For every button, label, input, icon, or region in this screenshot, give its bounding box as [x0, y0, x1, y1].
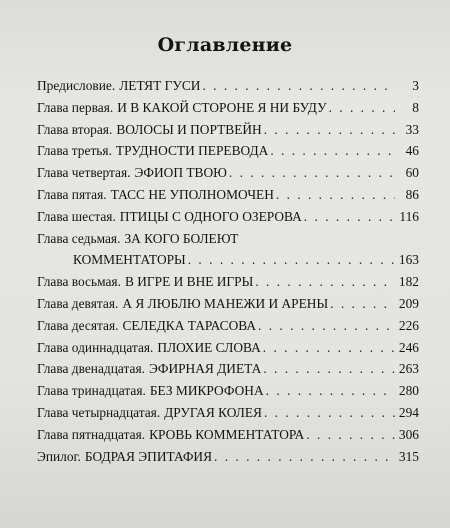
- toc-entry: [37, 97, 419, 119]
- page-number: 306: [398, 426, 419, 442]
- toc-entry: [37, 228, 419, 250]
- toc-entry-heading: [37, 402, 262, 424]
- page-number: 294: [398, 404, 419, 420]
- dot-leader: [276, 184, 395, 206]
- toc-entry: [37, 140, 419, 162]
- chapter-label: Глава девятая.: [37, 295, 119, 311]
- chapter-label: Глава первая.: [37, 99, 114, 115]
- chapter-label: Глава вторая.: [37, 121, 113, 137]
- chapter-label: Глава пятнадцатая.: [37, 426, 146, 442]
- dot-leader: [263, 337, 395, 359]
- toc-entry-heading: [37, 358, 261, 380]
- dot-leader: [202, 75, 395, 97]
- chapter-label: Глава одиннадцатая.: [37, 339, 154, 355]
- page-number: 226: [398, 317, 419, 333]
- toc-entry-heading: [37, 228, 238, 250]
- toc-entry: [37, 75, 419, 97]
- dot-leader: [258, 315, 395, 337]
- chapter-title: И В КАКОЙ СТОРОНЕ Я НИ БУДУ: [117, 99, 327, 115]
- chapter-label: Глава третья.: [37, 143, 112, 159]
- page-number: 209: [398, 295, 419, 311]
- toc-entry: [37, 119, 419, 141]
- chapter-label: Глава шестая.: [37, 208, 116, 224]
- toc-entry: [37, 337, 419, 359]
- page-number: 280: [398, 383, 419, 399]
- chapter-label: Глава четвертая.: [37, 165, 131, 181]
- toc-entry-heading: [73, 249, 186, 271]
- chapter-title: ТАСС НЕ УПОЛНОМОЧЕН: [110, 186, 274, 202]
- toc-entry-heading: [37, 271, 253, 293]
- page-number: 46: [405, 143, 419, 159]
- toc-entry-heading: [37, 162, 227, 184]
- chapter-title: ЛЕТЯТ ГУСИ: [119, 78, 201, 93]
- page-number: 182: [398, 274, 419, 290]
- chapter-label: Глава восьмая.: [37, 274, 121, 290]
- toc-entry: [37, 162, 419, 184]
- toc-entry: [37, 358, 419, 380]
- chapter-label: Глава четырнадцатая.: [37, 404, 161, 420]
- toc-entry-heading: [37, 337, 261, 359]
- dot-leader: [306, 424, 395, 446]
- dot-leader: [214, 446, 395, 468]
- page-number: 315: [398, 448, 419, 464]
- dot-leader: [330, 293, 395, 315]
- page-number: 263: [398, 361, 419, 377]
- toc-entry: [37, 271, 419, 293]
- page-number: 116: [399, 208, 419, 224]
- chapter-label: Глава пятая.: [37, 186, 107, 202]
- chapter-label: Эпилог.: [37, 448, 81, 464]
- dot-leader: [329, 97, 395, 119]
- page-number: 3: [412, 78, 419, 93]
- chapter-label: Глава десятая.: [37, 317, 119, 333]
- chapter-title: БЕЗ МИКРОФОНА: [149, 383, 264, 399]
- page-number: 60: [405, 165, 419, 181]
- page-number: 163: [398, 252, 419, 268]
- table-of-contents: [37, 75, 419, 467]
- toc-entry-heading: [37, 206, 302, 228]
- toc-entry: [37, 446, 419, 468]
- chapter-title: СЕЛЕДКА ТАРАСОВА: [122, 317, 257, 333]
- toc-entry: [37, 249, 419, 271]
- chapter-label: Глава двенадцатая.: [37, 361, 145, 377]
- toc-entry-heading: [37, 424, 304, 446]
- chapter-title: ЭФИОП ТВОЮ: [134, 165, 227, 181]
- chapter-label: Предисловие.: [37, 78, 116, 93]
- chapter-title: ТРУДНОСТИ ПЕРЕВОДА: [115, 143, 269, 159]
- chapter-title: ЭФИРНАЯ ДИЕТА: [148, 361, 262, 377]
- toc-entry-heading: [37, 184, 274, 206]
- chapter-title: ЗА КОГО БОЛЕЮТ: [124, 230, 239, 246]
- chapter-title: А Я ЛЮБЛЮ МАНЕЖИ И АРЕНЫ: [122, 295, 329, 311]
- toc-entry-heading: [37, 140, 268, 162]
- chapter-title: В ИГРЕ И ВНЕ ИГРЫ: [124, 274, 254, 290]
- dot-leader: [266, 380, 395, 402]
- page-number: 8: [412, 99, 419, 115]
- chapter-title: ПТИЦЫ С ОДНОГО ОЗЕРОВА: [119, 208, 302, 224]
- chapter-label: Глава седьмая.: [37, 230, 121, 246]
- chapter-title: КОММЕНТАТОРЫ: [73, 252, 186, 268]
- toc-entry: [37, 315, 419, 337]
- bleed-through-text: [40, 6, 420, 22]
- dot-leader: [263, 358, 395, 380]
- page-title: Оглавление: [157, 34, 293, 56]
- toc-entry-heading: [37, 446, 212, 468]
- dot-leader: [270, 140, 395, 162]
- page-number: 86: [405, 186, 419, 202]
- toc-entry: [37, 380, 419, 402]
- toc-entry: [37, 293, 419, 315]
- chapter-title: КРОВЬ КОММЕНТАТОРА: [149, 426, 305, 442]
- toc-entry-heading: [37, 315, 256, 337]
- toc-entry: [37, 424, 419, 446]
- toc-entry-heading: [37, 97, 327, 119]
- toc-entry-heading: [37, 75, 200, 97]
- dot-leader: [264, 119, 395, 141]
- chapter-label: Глава тринадцатая.: [37, 383, 146, 399]
- dot-leader: [229, 162, 395, 184]
- toc-entry-heading: [37, 119, 262, 141]
- dot-leader: [304, 206, 395, 228]
- toc-entry: [37, 402, 419, 424]
- chapter-title: ВОЛОСЫ И ПОРТВЕЙН: [116, 121, 262, 137]
- dot-leader: [255, 271, 395, 293]
- chapter-title: ДРУГАЯ КОЛЕЯ: [164, 404, 262, 420]
- chapter-title: ПЛОХИЕ СЛОВА: [157, 339, 261, 355]
- toc-entry-heading: [37, 293, 328, 315]
- toc-entry: [37, 206, 419, 228]
- page-number: 246: [398, 339, 419, 355]
- dot-leader: [188, 249, 395, 271]
- page-number: 33: [405, 121, 419, 137]
- toc-entry-heading: [37, 380, 264, 402]
- chapter-title: БОДРАЯ ЭПИТАФИЯ: [84, 448, 213, 464]
- toc-entry: [37, 184, 419, 206]
- dot-leader: [264, 402, 395, 424]
